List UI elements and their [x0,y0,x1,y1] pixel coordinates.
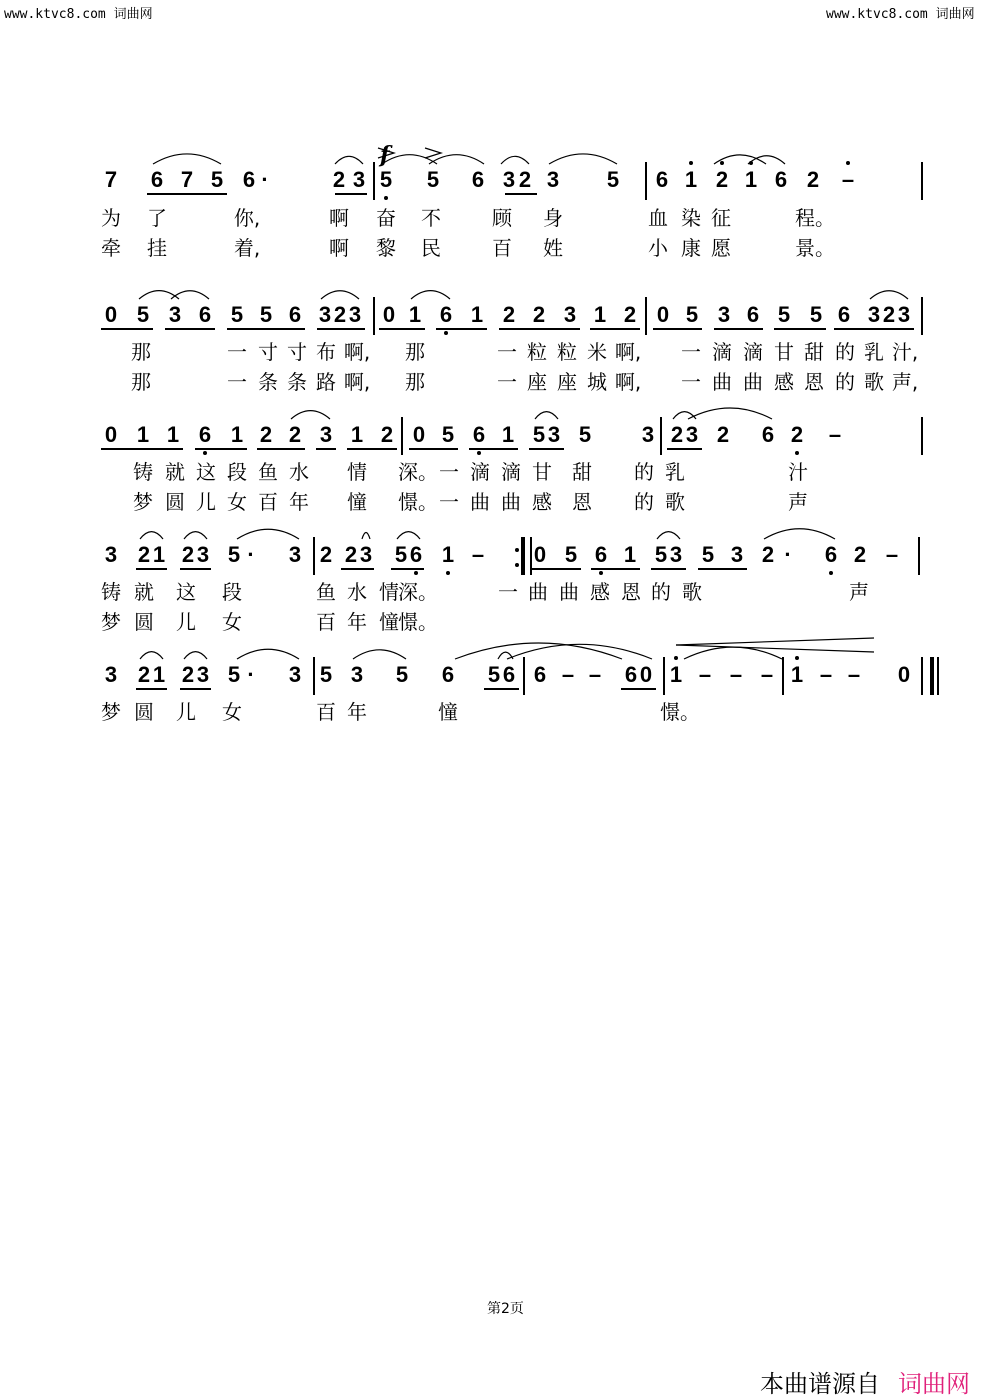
lyric-char: 就 [165,460,185,484]
lyric-char: 深。 [398,460,438,484]
note: 3 [897,302,911,327]
note: 1 [230,422,244,447]
slur [184,532,207,539]
note: 0 [897,662,911,687]
note: 6 [198,302,212,327]
lyric-char: 一 [497,340,517,364]
lyric-char: 就 [134,580,154,604]
note: 5 [210,167,224,192]
note: 2 [181,662,195,687]
lyric-char: 曲 [501,490,521,514]
note: 5 [777,302,791,327]
lyric-char: 曲 [528,580,548,604]
lyric-char: 年 [347,610,367,634]
note: 0 [656,302,670,327]
note: 5 [319,662,333,687]
lyric-char: 啊, [614,340,642,364]
footer-source-text: 本曲谱源自 [760,1370,880,1398]
note: 1 [152,662,166,687]
note: 5 [606,167,620,192]
note: 3 [104,662,118,687]
lyric-char: 啊, [343,340,371,364]
lyric-char: 一 [681,340,701,364]
note: 5 [394,542,408,567]
note: 0 [412,422,426,447]
note: 5 [230,302,244,327]
lyric-char: 圆 [134,700,154,724]
note: 2 [670,422,684,447]
slur [335,156,363,164]
note: 0 [104,302,118,327]
lyric-char: 段 [227,460,247,484]
note: 1 [152,542,166,567]
lyric-char: 这 [176,580,196,604]
lyric-char: 身 [543,206,563,230]
lyric-char: 啊 [329,206,349,230]
lyric-char: 一 [497,370,517,394]
lyric-char: 铸 [133,460,153,484]
lyric-char: 了 [147,206,167,230]
note: 1 [350,422,364,447]
note: 6 [774,167,788,192]
slur [535,412,558,419]
lyric-char: 座 [557,370,577,394]
note: 5 [532,422,546,447]
lyric-char: 血 [648,206,668,230]
note: 7 [180,167,194,192]
note: 5 [564,542,578,567]
note: 5 [259,302,273,327]
note: 2 [319,542,333,567]
lyric-char: 为 [101,206,121,230]
header-site-right: www.ktvc8.com 词曲网 [826,7,975,22]
note: – [698,662,712,687]
lyric-char: 不 [421,206,441,230]
lyric-char: 寸 [287,340,307,364]
lyric-char: 米 [587,340,607,364]
lyric-char: 一 [439,460,459,484]
note: 3 [104,542,118,567]
lyric-char: 水 [289,460,309,484]
lyric-char: 景。 [795,236,835,260]
note: 3 [546,167,560,192]
note: 5 [395,662,409,687]
lyric-char: 百 [258,490,278,514]
note: 2 [882,302,896,327]
lyric-char: 声 [849,580,869,604]
lyric-char: 憧 [438,700,458,724]
note: 5 [136,302,150,327]
lyric-char: 甜 [572,460,592,484]
lyric-char: 一 [439,490,459,514]
lyric-char: 恩 [621,580,641,604]
lyric-char: 圆 [134,610,154,634]
lyric-char: 那 [405,340,425,364]
lyric-char: 滴 [501,460,521,484]
slur [353,650,406,659]
dynamic-mark-forte: f [380,142,390,168]
note: 6 [150,167,164,192]
note: 6 [746,302,760,327]
lyric-char: 深。 [398,580,438,604]
slur [184,652,207,659]
lyric-char: 的 [651,580,671,604]
footer-brand-logo: 词曲网 [898,1370,970,1398]
lyric-char: 的 [835,340,855,364]
note: – [588,662,602,687]
lyric-char: 儿 [196,490,216,514]
lyric-char: 感 [590,580,610,604]
lyric-char: 百 [316,610,336,634]
note: – [471,542,485,567]
lyric-char: 感 [774,370,794,394]
lyric-char: 着, [233,236,261,260]
lyric-char: 程。 [795,206,835,230]
note: 1 [669,662,683,687]
slur [397,532,420,539]
lyric-char: 顾 [492,206,512,230]
lyric-char: 那 [405,370,425,394]
note: 6 [439,302,453,327]
note: 6 [471,167,485,192]
lyric-char: 条 [258,370,278,394]
note: 2 [259,422,273,447]
note: 2 [532,302,546,327]
lyric-char: 梦 [101,700,121,724]
lyric-char: 鱼 [316,580,336,604]
slur [764,529,835,539]
lyric-char: 你, [233,206,261,230]
lyric-char: 座 [527,370,547,394]
note: 2 [288,422,302,447]
note: 3 [348,302,362,327]
lyric-char: 女 [227,490,247,514]
note: 2 [623,302,637,327]
note: 6 [761,422,775,447]
note: 2 [518,167,532,192]
note: 6 [824,542,838,567]
note: 2 [716,422,730,447]
note: 5 [701,542,715,567]
lyric-char: 一 [681,370,701,394]
lyric-char: 百 [492,236,512,260]
lyric-char: 情 [347,460,367,484]
note: 0 [382,302,396,327]
slur [411,291,450,299]
note: 3 [318,302,332,327]
note: 3 [288,542,302,567]
header-site-left: www.ktvc8.com 词曲网 [4,7,153,22]
lyric-char: 那 [131,340,151,364]
lyric-char: 的 [835,370,855,394]
slur [237,649,299,659]
lyric-char: 鱼 [258,460,278,484]
lyric-char: 愿 [711,236,731,260]
note: 3 [352,167,366,192]
lyric-char: 儿 [176,700,196,724]
lyric-char: 的 [634,490,654,514]
note: 0 [533,542,547,567]
lyric-char: 啊 [329,236,349,260]
slur [549,154,617,164]
note: – [841,167,855,192]
lyric-char: 梦 [133,490,153,514]
slur [362,533,370,539]
slur [429,155,484,164]
note: 3 [168,302,182,327]
note: 6 [594,542,608,567]
note: 5 [426,167,440,192]
lyric-char: 感 [532,490,552,514]
hairpin-line [676,638,874,645]
note: 6 [288,302,302,327]
note: 3 [502,167,516,192]
lyric-char: 憧 [379,610,399,634]
note: 3 [641,422,655,447]
lyric-char: 情 [379,580,399,604]
note: · [261,167,269,192]
lyric-char: 黎 [376,236,396,260]
lyric-char: 条 [287,370,307,394]
lyric-char: 段 [222,580,242,604]
lyric-char: 的 [634,460,654,484]
slur [140,532,163,539]
note: 1 [744,167,758,192]
lyric-char: 年 [289,490,309,514]
note: 2 [790,422,804,447]
lyric-char: 康 [681,236,701,260]
note: 7 [104,167,118,192]
lyric-char: 姓 [543,236,563,260]
lyric-char: 乳 [864,340,884,364]
note: 5 [227,662,241,687]
lyric-char: 恩 [804,370,824,394]
lyric-char: 百 [316,700,336,724]
lyric-char: 滴 [712,340,732,364]
lyric-char: 歌 [682,580,702,604]
lyric-char: 牵 [101,236,121,260]
lyric-char: 染 [681,206,701,230]
note: 6 [655,167,669,192]
note: 1 [408,302,422,327]
lyric-char: 粒 [557,340,577,364]
note: 5 [227,542,241,567]
note: 2 [333,302,347,327]
lyric-char: 女 [222,610,242,634]
note: 5 [441,422,455,447]
note: – [885,542,899,567]
note: 2 [806,167,820,192]
note: – [760,662,774,687]
note: 2 [332,167,346,192]
note: – [847,662,861,687]
accent-mark [378,148,394,158]
lyric-char: 民 [421,236,441,260]
lyric-char: 啊, [614,370,642,394]
lyric-char: 憬。 [660,700,700,724]
note: 2 [181,542,195,567]
note: 1 [684,167,698,192]
note: · [784,542,792,567]
note: 3 [730,542,744,567]
lyric-char: 声 [788,490,808,514]
note: 2 [853,542,867,567]
note: 1 [441,542,455,567]
note: – [561,662,575,687]
note: 3 [685,422,699,447]
lyric-char: 啊, [343,370,371,394]
note: · [247,542,255,567]
lyric-char: 曲 [743,370,763,394]
lyric-char: 甘 [532,460,552,484]
lyric-char: 粒 [527,340,547,364]
lyric-char: 甜 [804,340,824,364]
accent-mark [425,148,441,158]
note: 1 [593,302,607,327]
slur [870,291,908,299]
note: 2 [715,167,729,192]
lyric-char: 一 [227,370,247,394]
note: 3 [359,542,373,567]
note: 2 [502,302,516,327]
lyric-char: 铸 [101,580,121,604]
lyric-char: 恩 [572,490,592,514]
lyric-char: 女 [222,700,242,724]
note: 5 [654,542,668,567]
note: – [729,662,743,687]
lyric-char: 歌 [864,370,884,394]
lyric-char: 乳 [665,460,685,484]
slur [501,156,529,164]
note: 3 [196,542,210,567]
lyric-char: 滴 [743,340,763,364]
note: 3 [563,302,577,327]
note: 1 [470,302,484,327]
note: 1 [501,422,515,447]
note: 5 [685,302,699,327]
lyric-char: 圆 [165,490,185,514]
lyric-char: 曲 [559,580,579,604]
lyric-char: 征 [711,206,731,230]
note: 6 [837,302,851,327]
lyric-char: 一 [498,580,518,604]
note: 6 [409,542,423,567]
lyric-char: 挂 [147,236,167,260]
lyric-char: 汁, [891,340,919,364]
page-number: 第2页 [487,1301,524,1317]
lyric-char: 一 [227,340,247,364]
lyric-char: 水 [347,580,367,604]
slur [684,647,782,659]
slur [657,532,680,539]
slur [714,155,766,164]
note: 0 [639,662,653,687]
note: 6 [533,662,547,687]
note: 5 [487,662,501,687]
slur [673,412,696,419]
note: 6 [242,167,256,192]
lyric-char: 这 [196,460,216,484]
slur [321,291,359,299]
note: 2 [380,422,394,447]
slur [382,155,437,164]
lyric-char: 奋 [376,206,396,230]
note: 3 [288,662,302,687]
lyric-char: 憧 [347,490,367,514]
note: 5 [578,422,592,447]
note: 6 [472,422,486,447]
lyric-char: 甘 [774,340,794,364]
note: 3 [547,422,561,447]
note: 2 [137,542,151,567]
note: 3 [669,542,683,567]
note: 0 [104,422,118,447]
note: 6 [624,662,638,687]
note: 3 [350,662,364,687]
note: 1 [136,422,150,447]
lyric-char: 梦 [101,610,121,634]
lyric-char: 歌 [665,490,685,514]
lyric-char: 汁 [788,460,808,484]
slur [153,154,221,164]
lyric-char: 憬。 [398,490,438,514]
lyric-char: 滴 [470,460,490,484]
note: 5 [809,302,823,327]
slur [140,652,163,659]
note: 3 [717,302,731,327]
slur [237,529,299,539]
note: 1 [790,662,804,687]
note: 6 [441,662,455,687]
lyric-char: 声, [891,370,919,394]
note: 2 [137,662,151,687]
slur [291,411,330,419]
lyric-char: 憬。 [398,610,438,634]
note: 3 [196,662,210,687]
note: 2 [344,542,358,567]
note: – [828,422,842,447]
lyric-char: 小 [648,236,668,260]
lyric-char: 寸 [258,340,278,364]
lyric-char: 曲 [712,370,732,394]
note: 1 [166,422,180,447]
note: 3 [319,422,333,447]
lyric-char: 城 [587,370,607,394]
note: 6 [502,662,516,687]
lyric-char: 布 [316,340,336,364]
lyric-char: 年 [347,700,367,724]
lyric-char: 曲 [470,490,490,514]
note: – [819,662,833,687]
slur [688,408,772,419]
lyric-char: 那 [131,370,151,394]
note: 2 [761,542,775,567]
lyric-char: 路 [316,370,336,394]
note: · [247,662,255,687]
note: 3 [867,302,881,327]
lyric-char: 儿 [176,610,196,634]
note: 6 [198,422,212,447]
note: 5 [379,167,393,192]
note: 1 [623,542,637,567]
